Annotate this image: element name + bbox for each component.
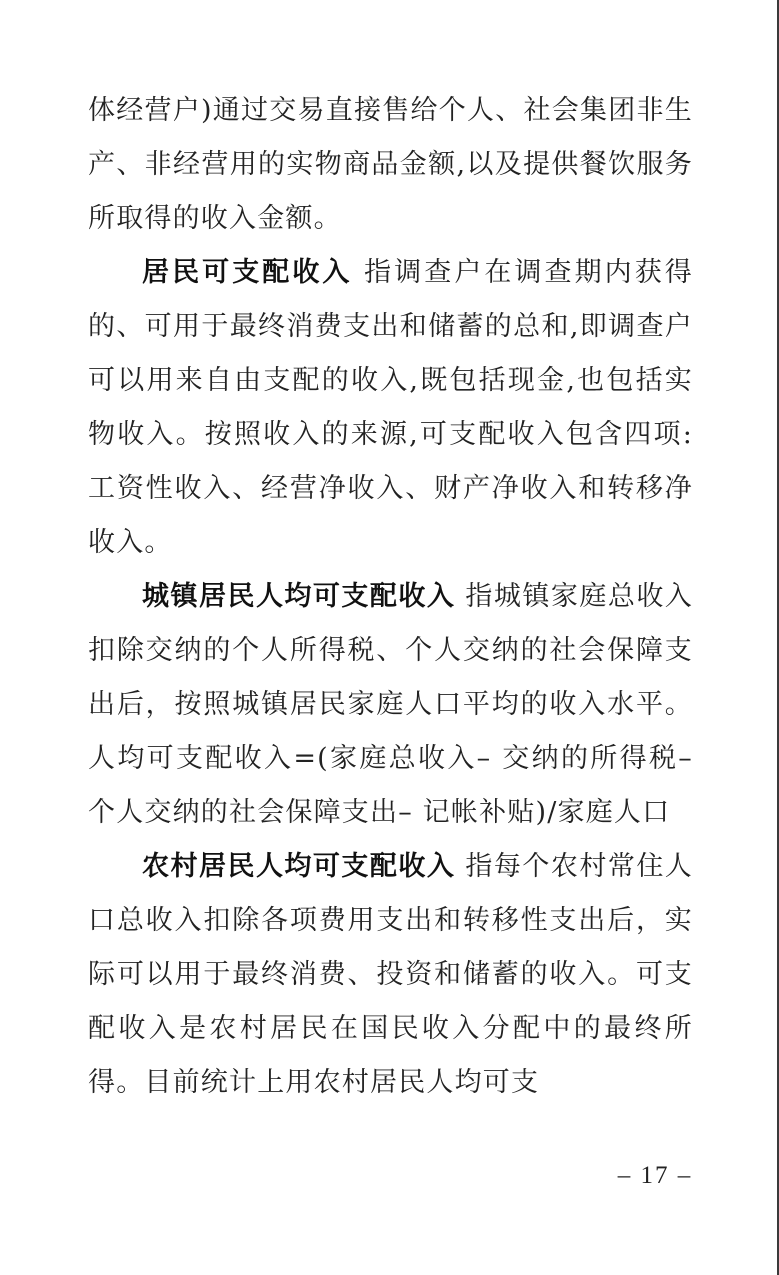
term-heading: 农村居民人均可支配收入 xyxy=(142,851,456,882)
page-number: – 17 – xyxy=(617,1162,693,1189)
term-heading: 城镇居民人均可支配收入 xyxy=(142,581,456,612)
term-heading: 居民可支配收入 xyxy=(142,257,353,288)
paragraph-urban-income xyxy=(88,570,693,840)
paragraph-text: 指每个农村常住人口总收入扣除各项费用支出和转移性支出后，实际可以用于最终消费、投资和储蓄的收入。可支配收入是农村居民在国民收入分配中的最终所得。目前统计上用农村居民人均可支 xyxy=(88,851,694,1098)
paragraph-text: 指调查户在调查期内获得的、可用于最终消费支出和储蓄的总和,即调查户可以用来自由支配的收入,既包括现金,也包括实物收入。按照收入的来源,可支配收入包含四项:工资性收入、经营净收入、财产净收入和转移净收入。 xyxy=(88,257,694,558)
paragraph-continuation xyxy=(88,84,693,246)
paragraph-rural-income xyxy=(88,840,693,1110)
paragraph-disposable-income xyxy=(88,246,693,570)
paragraph-text: 体经营户)通过交易直接售给个人、社会集团非生产、非经营用的实物商品金额,以及提供餐饮服务所取得的收入金额。 xyxy=(88,95,693,234)
document-body xyxy=(88,84,693,1110)
paragraph-text: 指城镇家庭总收入扣除交纳的个人所得税、个人交纳的社会保障支出后，按照城镇居民家庭人口平均的收入水平。人均可支配收入=(家庭总收入– 交纳的所得税– 个人交纳的社会保障支出– 记帐补贴)/家庭人口 xyxy=(88,581,694,828)
